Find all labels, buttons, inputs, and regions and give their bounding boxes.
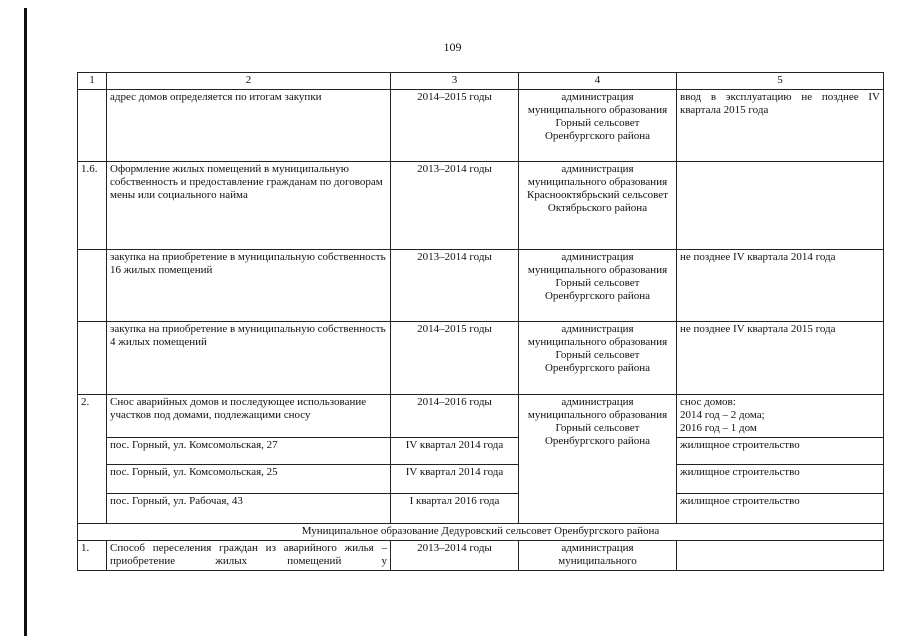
table-row bbox=[78, 250, 884, 322]
description-cell: пос. Горный, ул. Комсомольская, 25 bbox=[107, 465, 391, 494]
description-cell: пос. Горный, ул. Рабочая, 43 bbox=[107, 494, 391, 524]
result-cell: ввод в эксплуатацию не позднее IV квартала 2015 года bbox=[677, 90, 884, 162]
result-cell: жилищное строительство bbox=[677, 438, 884, 465]
organization-cell: администрация муниципального bbox=[519, 541, 677, 571]
description-cell: адрес домов определяется по итогам закупки bbox=[107, 90, 391, 162]
period-cell: 2013–2014 годы bbox=[391, 162, 519, 250]
result-title: снос домов: bbox=[680, 396, 736, 408]
result-cell: жилищное строительство bbox=[677, 494, 884, 524]
section-title: Муниципальное образование Дедуровский сельсовет Оренбургского района bbox=[78, 524, 884, 541]
organization-cell: администрация муниципального образования Краснооктябрьский сельсовет Октябрьского района bbox=[519, 162, 677, 250]
row-number-cell bbox=[78, 90, 107, 162]
period-cell: 2014–2015 годы bbox=[391, 90, 519, 162]
period-cell: 2013–2014 годы bbox=[391, 541, 519, 571]
result-line: 2014 год – 2 дома; bbox=[680, 409, 765, 421]
row-number-cell: 1.6. bbox=[78, 162, 107, 250]
period-cell: IV квартал 2014 года bbox=[391, 438, 519, 465]
period-cell: 2014–2015 годы bbox=[391, 322, 519, 395]
result-cell: не позднее IV квартала 2015 года bbox=[677, 322, 884, 395]
column-header: 4 bbox=[519, 73, 677, 90]
organization-cell: администрация муниципального образования Горный сельсовет Оренбургского района bbox=[519, 395, 677, 524]
description-cell: закупка на приобретение в муниципальную собственность 4 жилых помещений bbox=[107, 322, 391, 395]
table-row bbox=[78, 395, 884, 438]
table-row bbox=[78, 494, 884, 524]
column-header: 5 bbox=[677, 73, 884, 90]
description-cell: Снос аварийных домов и последующее использование участков под домами, подлежащими сносу bbox=[107, 395, 391, 438]
row-number-cell: 2. bbox=[78, 395, 107, 524]
description-cell: пос. Горный, ул. Комсомольская, 27 bbox=[107, 438, 391, 465]
program-table bbox=[77, 72, 884, 571]
table-row bbox=[78, 162, 884, 250]
table-row bbox=[78, 465, 884, 494]
organization-cell: администрация муниципального образования Горный сельсовет Оренбургского района bbox=[519, 90, 677, 162]
description-cell: Оформление жилых помещений в муниципальную собственность и предоставление гражданам по договорам мены или социального найма bbox=[107, 162, 391, 250]
result-cell bbox=[677, 541, 884, 571]
row-number-cell: 1. bbox=[78, 541, 107, 571]
result-cell bbox=[677, 162, 884, 250]
organization-cell: администрация муниципального образования Горный сельсовет Оренбургского района bbox=[519, 322, 677, 395]
section-title-row bbox=[78, 524, 884, 541]
period-cell: 2013–2014 годы bbox=[391, 250, 519, 322]
result-cell: жилищное строительство bbox=[677, 465, 884, 494]
period-cell: I квартал 2016 года bbox=[391, 494, 519, 524]
table-row bbox=[78, 90, 884, 162]
period-cell: IV квартал 2014 года bbox=[391, 465, 519, 494]
table-row bbox=[78, 541, 884, 571]
column-header: 1 bbox=[78, 73, 107, 90]
result-line: 2016 год – 1 дом bbox=[680, 422, 757, 434]
period-cell: 2014–2016 годы bbox=[391, 395, 519, 438]
column-header: 3 bbox=[391, 73, 519, 90]
scan-edge-bar bbox=[24, 8, 27, 636]
row-number-cell bbox=[78, 322, 107, 395]
row-number-cell bbox=[78, 250, 107, 322]
result-cell bbox=[677, 395, 884, 438]
organization-cell: администрация муниципального образования Горный сельсовет Оренбургского района bbox=[519, 250, 677, 322]
description-cell: закупка на приобретение в муниципальную собственность 16 жилых помещений bbox=[107, 250, 391, 322]
table-row bbox=[78, 438, 884, 465]
column-header: 2 bbox=[107, 73, 391, 90]
description-cell: Способ переселения граждан из аварийного жилья – приобретение жилых помещений у bbox=[107, 541, 391, 571]
result-cell: не позднее IV квартала 2014 года bbox=[677, 250, 884, 322]
table-row bbox=[78, 322, 884, 395]
column-header-row bbox=[78, 73, 884, 90]
page-number: 109 bbox=[443, 40, 462, 54]
